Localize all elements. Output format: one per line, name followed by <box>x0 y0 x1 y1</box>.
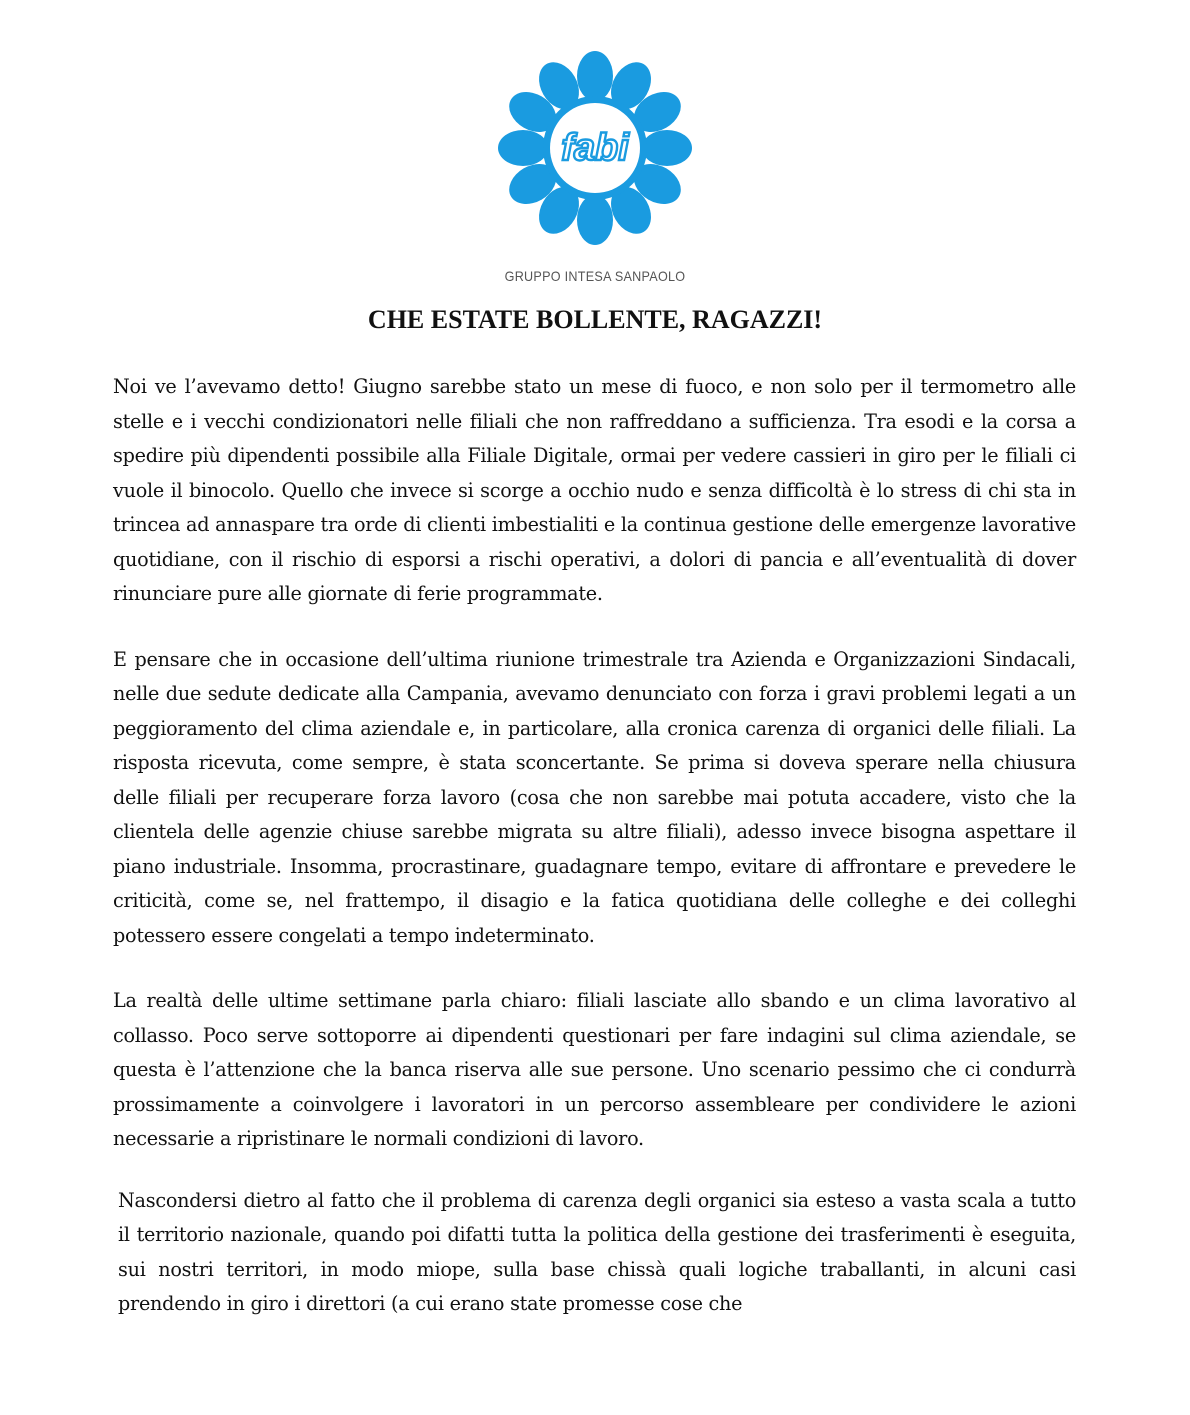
document-title: CHE ESTATE BOLLENTE, RAGAZZI! <box>367 305 823 334</box>
paragraph-3: La realtà delle ultime settimane parla chiaro: filiali lasciate allo sbando e un clima lavorativo al collasso. Poco serve sottoporre ai dipendenti questionari per fare indagini sul clima aziendale, se questa è l’attenzione che la banca riserva alle sue persone. Uno scenario pessimo che ci condurrà prossimamente a coinvolgere i lavoratori in un percorso assembleare per condividere le azioni necessarie a ripristinare le normali condizioni di lavoro. <box>113 989 1076 1150</box>
fabi-flower-logo <box>495 48 695 248</box>
logo-petal <box>577 51 613 101</box>
logo-petal <box>498 130 548 166</box>
paragraph-4: Nascondersi dietro al fatto che il problema di carenza degli organici sia esteso a vasta scala a tutto il territorio nazionale, quando poi difatti tutta la politica della gestione dei trasferimenti è eseguita, sui nostri territori, in modo miope, sulla base chissà quali logiche traballanti, in alcuni casi prendendo in giro i direttori (a cui erano state promesse cose che <box>118 1188 1076 1315</box>
paragraph-1: Noi ve l’avevamo detto! Giugno sarebbe stato un mese di fuoco, e non solo per il termometro alle stelle e i vecchi condizionatori nelle filiali che non raffreddano a sufficienza. Tra esodi e la corsa a spedire più dipendenti possibile alla Filiale Digitale, ormai per vedere cassieri in giro per le filiali ci vuole il binocolo. Quello che invece si scorge a occhio nudo e senza difficoltà è lo stress di chi sta in trincea ad annaspare tra orde di clienti imbestialiti e la continua gestione delle emergenze lavorative quotidiane, con il rischio di esporsi a rischi operativi, a dolori di pancia e all’eventualità di dover rinunciare pure alle giornate di ferie programmate. <box>113 375 1076 605</box>
logo-petal <box>642 130 692 166</box>
logo-block <box>0 48 1190 284</box>
logo-wordmark: fabi <box>561 127 629 169</box>
logo-petal <box>577 195 613 245</box>
logo-subtitle: GRUPPO INTESA SANPAOLO <box>504 268 686 284</box>
paragraph-2: E pensare che in occasione dell’ultima riunione trimestrale tra Azienda e Organizzazioni Sindacali, nelle due sedute dedicate alla Campania, avevamo denunciato con forza i gravi problemi legati a un peggioramento del clima aziendale e, in particolare, alla cronica carenza di organici delle filiali. La risposta ricevuta, come sempre, è stata sconcertante. Se prima si doveva sperare nella chiusura delle filiali per recuperare forza lavoro (cosa che non sarebbe mai potuta accadere, visto che la clientela delle agenzie chiuse sarebbe migrata su altre filiali), adesso invece bisogna aspettare il piano industriale. Insomma, procrastinare, guadagnare tempo, evitare di affrontare e prevedere le criticità, come se, nel frattempo, il disagio e la fatica quotidiana delle colleghe e dei colleghi potessero essere congelati a tempo indeterminato. <box>113 647 1076 947</box>
document-body <box>113 370 1076 1353</box>
